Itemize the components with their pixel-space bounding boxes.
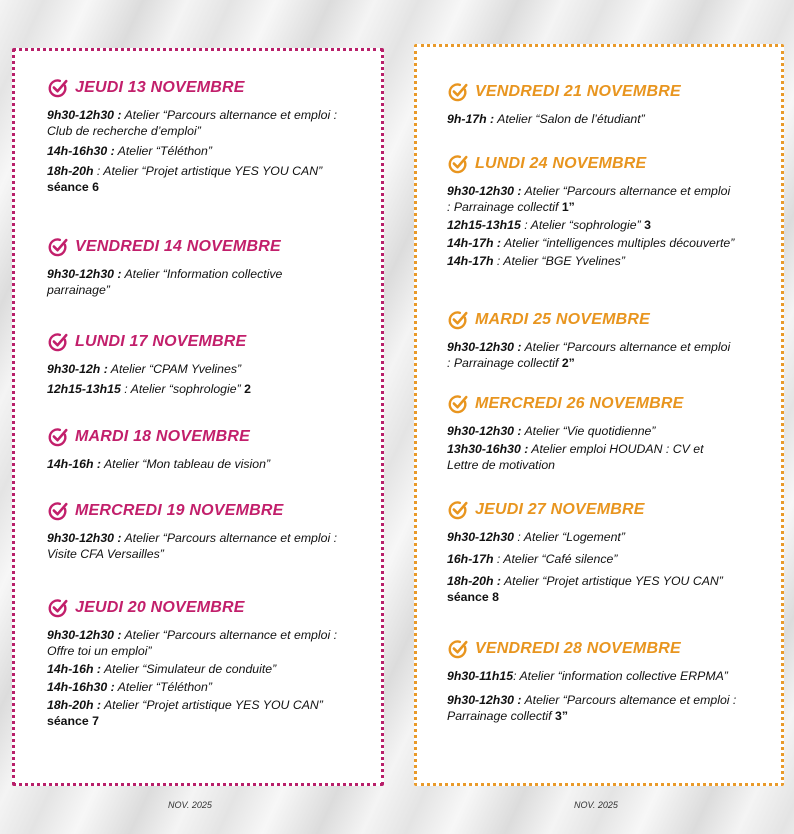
event-time: 9h30-11h15: [447, 669, 514, 683]
event-line: [447, 423, 737, 439]
day-heading: [447, 499, 737, 521]
left-schedule-card: [12, 48, 384, 786]
check-circle-icon: [47, 236, 69, 258]
event-text: Atelier “Projet artistique YES YOU CAN”: [501, 574, 723, 588]
event-line: [47, 697, 345, 729]
check-circle-icon: [47, 77, 69, 99]
check-circle-icon: [447, 153, 469, 175]
day-heading: [47, 500, 345, 522]
event-line: [47, 661, 345, 677]
event-time: 9h-17h :: [447, 112, 495, 126]
event-text: Atelier “Parcours alternance et emploi : Offre toi un emploi”: [47, 628, 338, 658]
event-text: Atelier “Parcours alternance et emploi : Visite CFA Versailles”: [47, 531, 338, 561]
event-session: séance 7: [47, 714, 99, 728]
event-text: Atelier “Parcours alternance et emploi : Club de recherche d’emploi”: [47, 108, 338, 138]
check-circle-icon: [447, 393, 469, 415]
event-time: 9h30-12h30 :: [447, 693, 522, 707]
event-time: 18h-20h: [47, 164, 94, 178]
day-title: JEUDI 13 NOVEMBRE: [75, 79, 245, 96]
day-heading: [47, 77, 345, 99]
event-line: [447, 573, 737, 605]
day-block: [447, 81, 737, 131]
check-circle-icon: [447, 309, 469, 331]
event-line: [447, 253, 737, 269]
event-time: 13h30-16h30 :: [447, 442, 529, 456]
event-text: Atelier “Parcours alternance et emploi : Parrainage collectif: [447, 184, 731, 214]
day-title: VENDREDI 21 NOVEMBRE: [475, 83, 681, 100]
event-line: [447, 339, 737, 371]
event-session: 1”: [558, 200, 575, 214]
check-circle-icon: [447, 499, 469, 521]
day-title: MERCREDI 19 NOVEMBRE: [75, 502, 284, 519]
event-time: 18h-20h :: [47, 698, 101, 712]
day-block: [47, 331, 345, 401]
event-text: Atelier “Téléthon”: [114, 680, 212, 694]
event-text: Atelier “Simulateur de conduite”: [101, 662, 277, 676]
event-line: [47, 107, 345, 139]
day-block: [447, 393, 737, 475]
event-text: Atelier emploi HOUDAN : CV et Lettre de motivation: [447, 442, 704, 472]
event-text: Atelier “Parcours alternance et emploi : Parrainage collectif: [447, 340, 731, 370]
day-heading: [47, 426, 345, 448]
event-line: [47, 530, 345, 562]
event-line: [47, 143, 345, 159]
event-text: Atelier “Salon de l’étudiant”: [494, 112, 645, 126]
event-time: 9h30-12h30 :: [47, 267, 122, 281]
event-time: 12h15-13h15: [447, 218, 521, 232]
event-line: [447, 183, 737, 215]
event-text: Atelier “Projet artistique YES YOU CAN”: [101, 698, 323, 712]
event-time: 16h-17h: [447, 552, 494, 566]
check-circle-icon: [447, 81, 469, 103]
event-text: Atelier “intelligences multiples découverte”: [501, 236, 735, 250]
event-line: [447, 111, 737, 127]
day-block: [47, 236, 345, 302]
event-text: : Atelier “sophrologie”: [120, 382, 241, 396]
event-text: : Atelier “information collective ERPMA”: [513, 669, 728, 683]
day-heading: [447, 393, 737, 415]
day-title: LUNDI 17 NOVEMBRE: [75, 333, 247, 350]
right-schedule-card: [414, 44, 784, 786]
check-circle-icon: [47, 597, 69, 619]
event-time: 14h-17h: [447, 254, 494, 268]
check-circle-icon: [47, 331, 69, 353]
event-session: 3”: [551, 709, 568, 723]
day-block: [447, 309, 737, 373]
day-title: VENDREDI 14 NOVEMBRE: [75, 238, 281, 255]
event-session: 3: [640, 218, 651, 232]
left-page-footer: NOV. 2025: [168, 800, 212, 810]
day-title: MARDI 25 NOVEMBRE: [475, 311, 650, 328]
check-circle-icon: [447, 638, 469, 660]
event-session: séance 6: [47, 180, 99, 194]
event-text: Atelier “Mon tableau de vision”: [101, 457, 271, 471]
event-line: [47, 627, 345, 659]
event-time: 14h-17h :: [447, 236, 501, 250]
event-line: [447, 551, 737, 567]
event-time: 9h30-12h30 :: [447, 184, 522, 198]
day-block: [447, 499, 737, 611]
event-line: [447, 217, 737, 233]
event-text: : Atelier “Projet artistique YES YOU CAN”: [93, 164, 323, 178]
event-time: 9h30-12h30 :: [447, 340, 522, 354]
event-text: Atelier “Information collective parrainage”: [47, 267, 283, 297]
event-session: 2: [240, 382, 251, 396]
event-time: 14h-16h30 :: [47, 680, 115, 694]
day-title: MARDI 18 NOVEMBRE: [75, 428, 250, 445]
event-text: Atelier “Vie quotidienne”: [521, 424, 656, 438]
event-time: 14h-16h :: [47, 457, 101, 471]
right-page-footer: NOV. 2025: [574, 800, 618, 810]
event-line: [447, 529, 737, 545]
day-heading: [447, 309, 737, 331]
day-heading: [447, 153, 737, 175]
event-line: [447, 441, 737, 473]
event-line: [447, 692, 737, 724]
event-time: 9h30-12h30 :: [47, 628, 122, 642]
event-line: [47, 381, 345, 397]
day-title: LUNDI 24 NOVEMBRE: [475, 155, 647, 172]
event-time: 14h-16h :: [47, 662, 101, 676]
day-title: JEUDI 27 NOVEMBRE: [475, 501, 645, 518]
day-block: [47, 77, 345, 199]
event-text: : Atelier “sophrologie”: [520, 218, 641, 232]
event-time: 9h30-12h30 :: [47, 108, 122, 122]
event-time: 14h-16h30 :: [47, 144, 115, 158]
event-text: Atelier “Téléthon”: [114, 144, 212, 158]
day-block: [47, 597, 345, 731]
event-line: [447, 668, 737, 684]
check-circle-icon: [47, 500, 69, 522]
event-time: 9h30-12h30 :: [47, 531, 122, 545]
event-line: [47, 266, 345, 298]
day-title: VENDREDI 28 NOVEMBRE: [475, 640, 681, 657]
day-block: [447, 638, 737, 732]
event-text: Atelier “CPAM Yvelines”: [107, 362, 242, 376]
event-time: 9h30-12h :: [47, 362, 108, 376]
event-time: 9h30-12h30: [447, 530, 514, 544]
event-time: 18h-20h :: [447, 574, 501, 588]
event-text: Atelier “Parcours altemance et emploi : Parrainage collectif: [447, 693, 737, 723]
day-heading: [447, 638, 737, 660]
event-session: 2”: [558, 356, 575, 370]
event-line: [447, 235, 737, 251]
event-text: : Atelier “BGE Yvelines”: [493, 254, 625, 268]
day-heading: [47, 236, 345, 258]
day-block: [447, 153, 737, 271]
day-title: MERCREDI 26 NOVEMBRE: [475, 395, 684, 412]
event-text: : Atelier “Logement”: [514, 530, 625, 544]
event-time: 12h15-13h15: [47, 382, 121, 396]
day-title: JEUDI 20 NOVEMBRE: [75, 599, 245, 616]
event-line: [47, 456, 345, 472]
event-time: 9h30-12h30 :: [447, 424, 522, 438]
day-heading: [447, 81, 737, 103]
event-session: séance 8: [447, 590, 499, 604]
day-heading: [47, 331, 345, 353]
day-block: [47, 500, 345, 570]
event-text: : Atelier “Café silence”: [493, 552, 618, 566]
event-line: [47, 361, 345, 377]
event-line: [47, 679, 345, 695]
event-line: [47, 163, 345, 195]
day-block: [47, 426, 345, 476]
day-heading: [47, 597, 345, 619]
check-circle-icon: [47, 426, 69, 448]
